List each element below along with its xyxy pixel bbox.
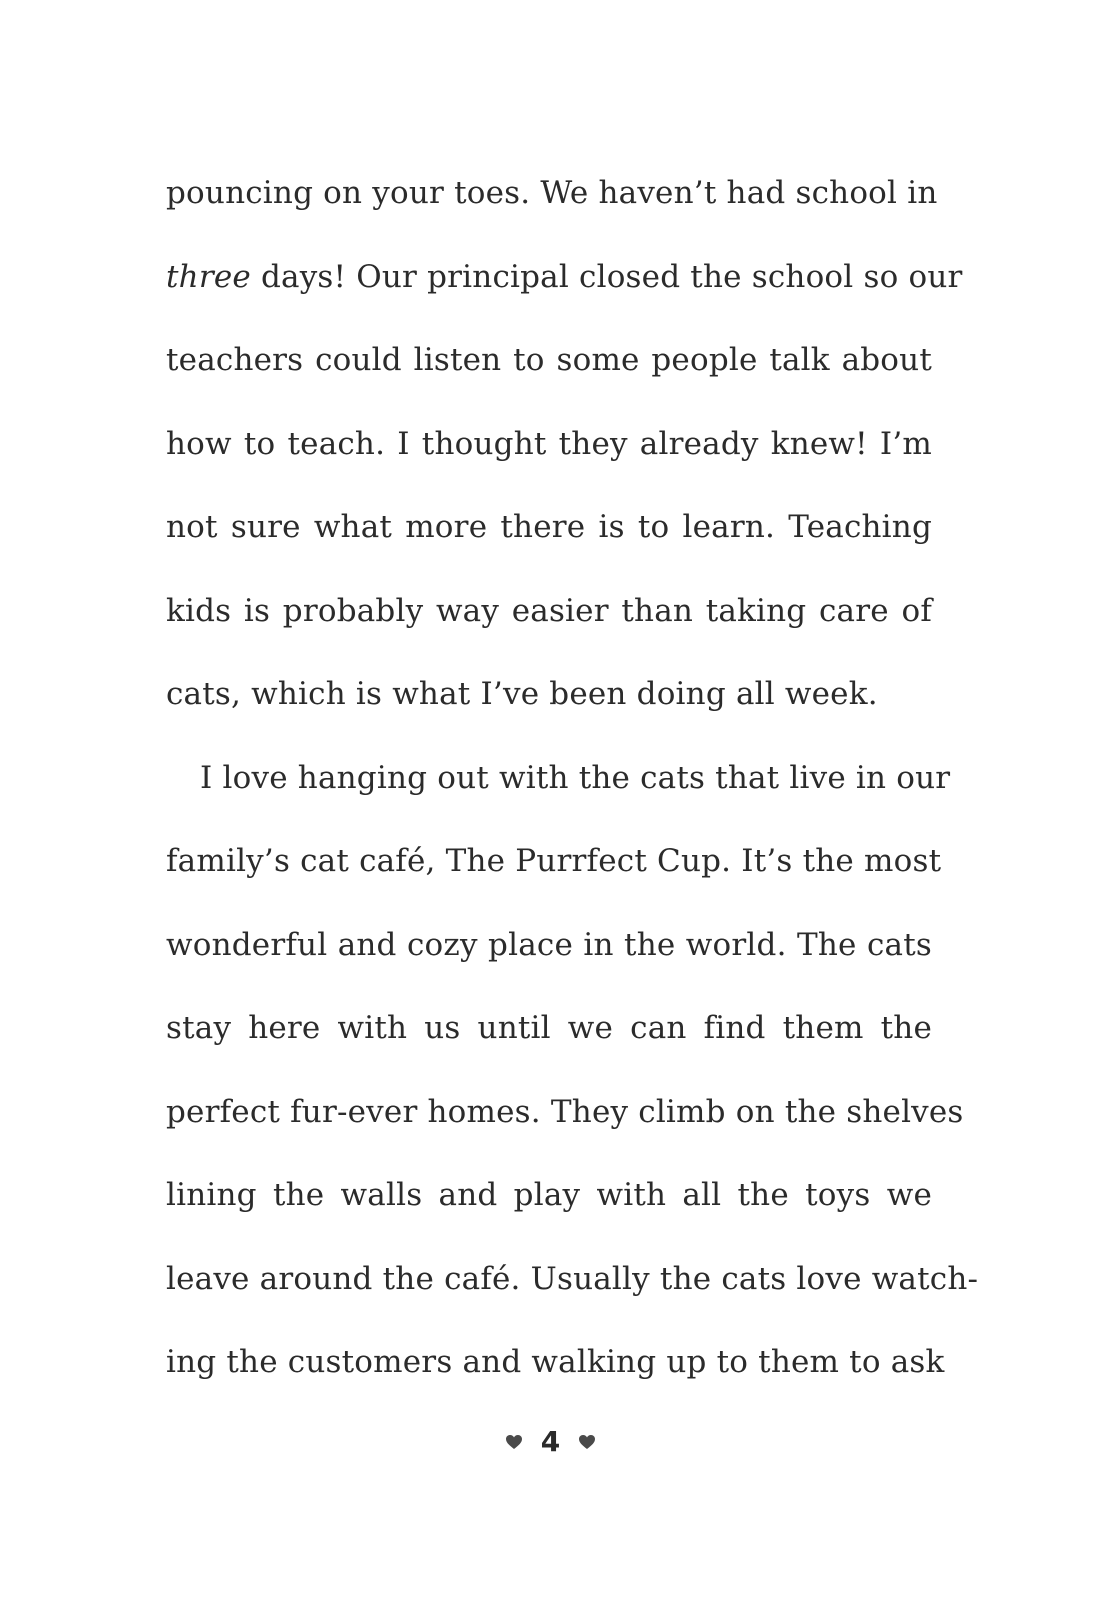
text-line: perfect fur-ever homes. They climb on the shelves — [166, 1093, 964, 1130]
text-line: leave around the café. Usually the cats love watch- — [166, 1260, 979, 1297]
text-line: stay here with us until we can find them the — [166, 1010, 932, 1046]
text-line: ing the customers and walking up to them to ask — [166, 1344, 945, 1380]
text-line: lining the walls and play with all the toys we — [166, 1177, 932, 1213]
text-line: I love hanging out with the cats that live in our — [200, 759, 951, 796]
heart-icon — [505, 1434, 523, 1450]
text-line: how to teach. I thought they already knew! I’m — [166, 425, 932, 462]
page-footer — [0, 1422, 1101, 1462]
page-number: 4 — [540, 1425, 561, 1458]
text-line: teachers could listen to some people talk about — [166, 342, 932, 378]
heart-icon — [578, 1434, 596, 1450]
emphasized-word: three — [166, 258, 251, 295]
text-line: pouncing on your toes. We haven’t had school in — [166, 175, 938, 211]
text-line: cats, which is what I’ve been doing all week. — [166, 676, 878, 712]
text-line: family’s cat café, The Purrfect Cup. It’s the most — [166, 843, 942, 879]
text-line: three days! Our principal closed the school so our — [166, 258, 963, 295]
text-line: kids is probably way easier than taking care of — [166, 592, 932, 629]
text-line: wonderful and cozy place in the world. The cats — [166, 926, 932, 963]
text-line: not sure what more there is to learn. Teaching — [166, 509, 932, 545]
body-text — [166, 152, 979, 1405]
